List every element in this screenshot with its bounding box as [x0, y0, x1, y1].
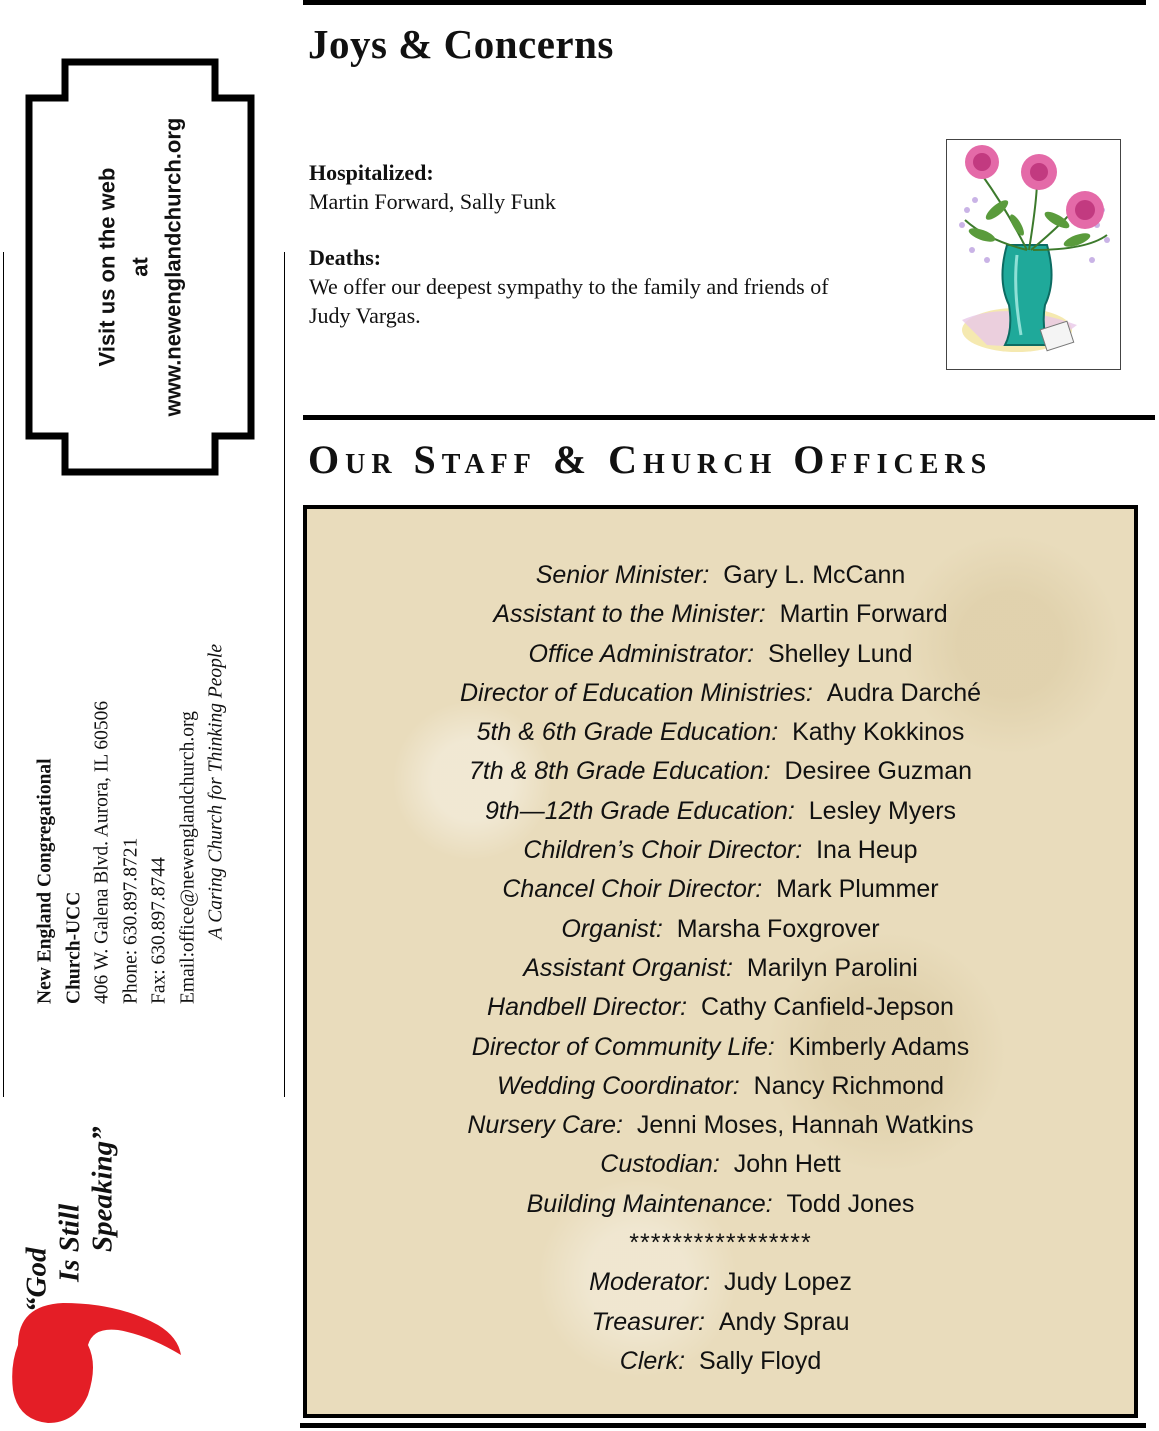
- address-block: [31, 644, 231, 1004]
- staff-name: Mark Plummer: [776, 875, 939, 904]
- staff-row: [307, 870, 1134, 909]
- staff-role: Assistant Organist:: [523, 953, 733, 982]
- staff-row: [307, 1342, 1134, 1381]
- website-link[interactable]: www.newenglandchurch.org: [160, 117, 186, 417]
- staff-role: Director of Community Life:: [471, 1032, 775, 1061]
- staff-name: Gary L. McCann: [723, 561, 906, 589]
- staff-row: [307, 1263, 1134, 1302]
- staff-name: Kathy Kokkinos: [792, 718, 965, 747]
- staff-row: [307, 556, 1134, 595]
- staff-role: Treasurer:: [591, 1307, 705, 1336]
- flower-vase-icon: [946, 139, 1121, 370]
- staff-role: Clerk:: [619, 1346, 686, 1375]
- staff-name: Shelley Lund: [767, 639, 913, 668]
- staff-name: John Hett: [733, 1150, 841, 1179]
- staff-role: Office Administrator:: [528, 639, 755, 668]
- section-rule: [303, 415, 1155, 420]
- phone-number: Phone: 630.897.8721: [119, 837, 141, 1004]
- staff-name: Nancy Richmond: [753, 1071, 944, 1100]
- email-address[interactable]: Email:office@newenglandchurch.org: [176, 711, 198, 1004]
- staff-role: Moderator:: [589, 1268, 711, 1297]
- web-line2: at: [127, 257, 153, 277]
- staff-row: [307, 949, 1134, 988]
- street-address: 406 W. Galena Blvd. Aurora, IL 60506: [91, 700, 113, 1004]
- slogan: [20, 1126, 120, 1312]
- staff-role: Assistant to the Minister:: [493, 600, 766, 629]
- tagline: A Caring Church for Thinking People: [205, 644, 227, 940]
- joys-concerns-title: Joys & Concerns: [308, 21, 614, 67]
- staff-role: Chancel Choir Director:: [502, 875, 763, 904]
- staff-row: [307, 752, 1134, 791]
- staff-role: Director of Education Ministries:: [459, 678, 813, 707]
- staff-row: [307, 1067, 1134, 1106]
- fax-number: Fax: 630.897.8744: [148, 857, 170, 1004]
- staff-role: Nursery Care:: [467, 1111, 623, 1140]
- web-line1: Visit us on the web: [94, 167, 120, 367]
- staff-role: Senior Minister:: [535, 561, 710, 589]
- staff-name: Lesley Myers: [808, 796, 957, 825]
- staff-heading: Our Staff & Church Officers: [308, 437, 993, 482]
- staff-row: [307, 831, 1134, 870]
- staff-name: Sally Floyd: [698, 1346, 822, 1375]
- staff-row: [307, 635, 1134, 674]
- staff-row: [307, 1145, 1134, 1184]
- ucc-comma-logo: [8, 1295, 188, 1425]
- staff-row: [307, 595, 1134, 634]
- staff-row: [307, 792, 1134, 831]
- staff-row: [307, 910, 1134, 949]
- deaths-text-line1: We offer our deepest sympathy to the family and friends of: [309, 274, 829, 299]
- staff-row: [307, 1185, 1134, 1224]
- staff-row: [307, 1028, 1134, 1067]
- staff-name: Kimberly Adams: [788, 1032, 970, 1061]
- deaths-text: [309, 272, 829, 330]
- staff-role: Children’s Choir Director:: [523, 836, 803, 865]
- staff-name: Ina Heup: [816, 836, 918, 865]
- staff-role: 9th—12th Grade Education:: [484, 796, 795, 825]
- staff-name: Todd Jones: [786, 1189, 915, 1218]
- staff-name: Martin Forward: [779, 600, 948, 629]
- staff-row: [307, 1106, 1134, 1145]
- staff-box: [303, 505, 1138, 1418]
- hospitalized-label: Hospitalized:: [309, 160, 434, 185]
- website-text: [91, 77, 190, 457]
- staff-row: [307, 988, 1134, 1027]
- top-rule: [303, 0, 1146, 5]
- bottom-rule: [300, 1423, 1146, 1428]
- staff-row: [307, 1303, 1134, 1342]
- staff-name: Audra Darché: [826, 678, 982, 707]
- deaths-text-line2: Judy Vargas.: [309, 303, 421, 328]
- staff-list: [307, 556, 1134, 1381]
- staff-name: Cathy Canfield-Jepson: [701, 993, 954, 1022]
- staff-row: [307, 674, 1134, 713]
- staff-name: Jenni Moses, Hannah Watkins: [636, 1111, 974, 1140]
- staff-separator: *****************: [629, 1229, 812, 1258]
- slogan-line2: Is Still: [53, 1203, 86, 1282]
- staff-role: Wedding Coordinator:: [496, 1071, 740, 1100]
- hospitalized-text: Martin Forward, Sally Funk: [309, 189, 556, 214]
- staff-role: 5th & 6th Grade Education:: [476, 718, 779, 747]
- deaths-label: Deaths:: [309, 245, 382, 270]
- staff-role: Custodian:: [600, 1150, 720, 1179]
- sidebar-right-line: [284, 252, 285, 1097]
- staff-name: Desiree Guzman: [784, 757, 973, 786]
- staff-role: Organist:: [561, 914, 663, 943]
- org-name-line1: New England Congregational: [34, 758, 56, 1004]
- slogan-line1: “God: [20, 1247, 53, 1312]
- staff-role: Handbell Director:: [487, 993, 688, 1022]
- org-name-line2: Church-UCC: [62, 891, 84, 1004]
- staff-name: Judy Lopez: [723, 1268, 852, 1297]
- staff-role: 7th & 8th Grade Education:: [468, 757, 771, 786]
- slogan-line3: Speaking”: [86, 1126, 119, 1252]
- staff-name: Marilyn Parolini: [746, 953, 918, 982]
- staff-name: Andy Sprau: [718, 1307, 850, 1336]
- staff-row: [307, 713, 1134, 752]
- staff-name: Marsha Foxgrover: [676, 914, 880, 943]
- sidebar-left-line: [3, 252, 4, 1097]
- staff-role: Building Maintenance:: [526, 1189, 773, 1218]
